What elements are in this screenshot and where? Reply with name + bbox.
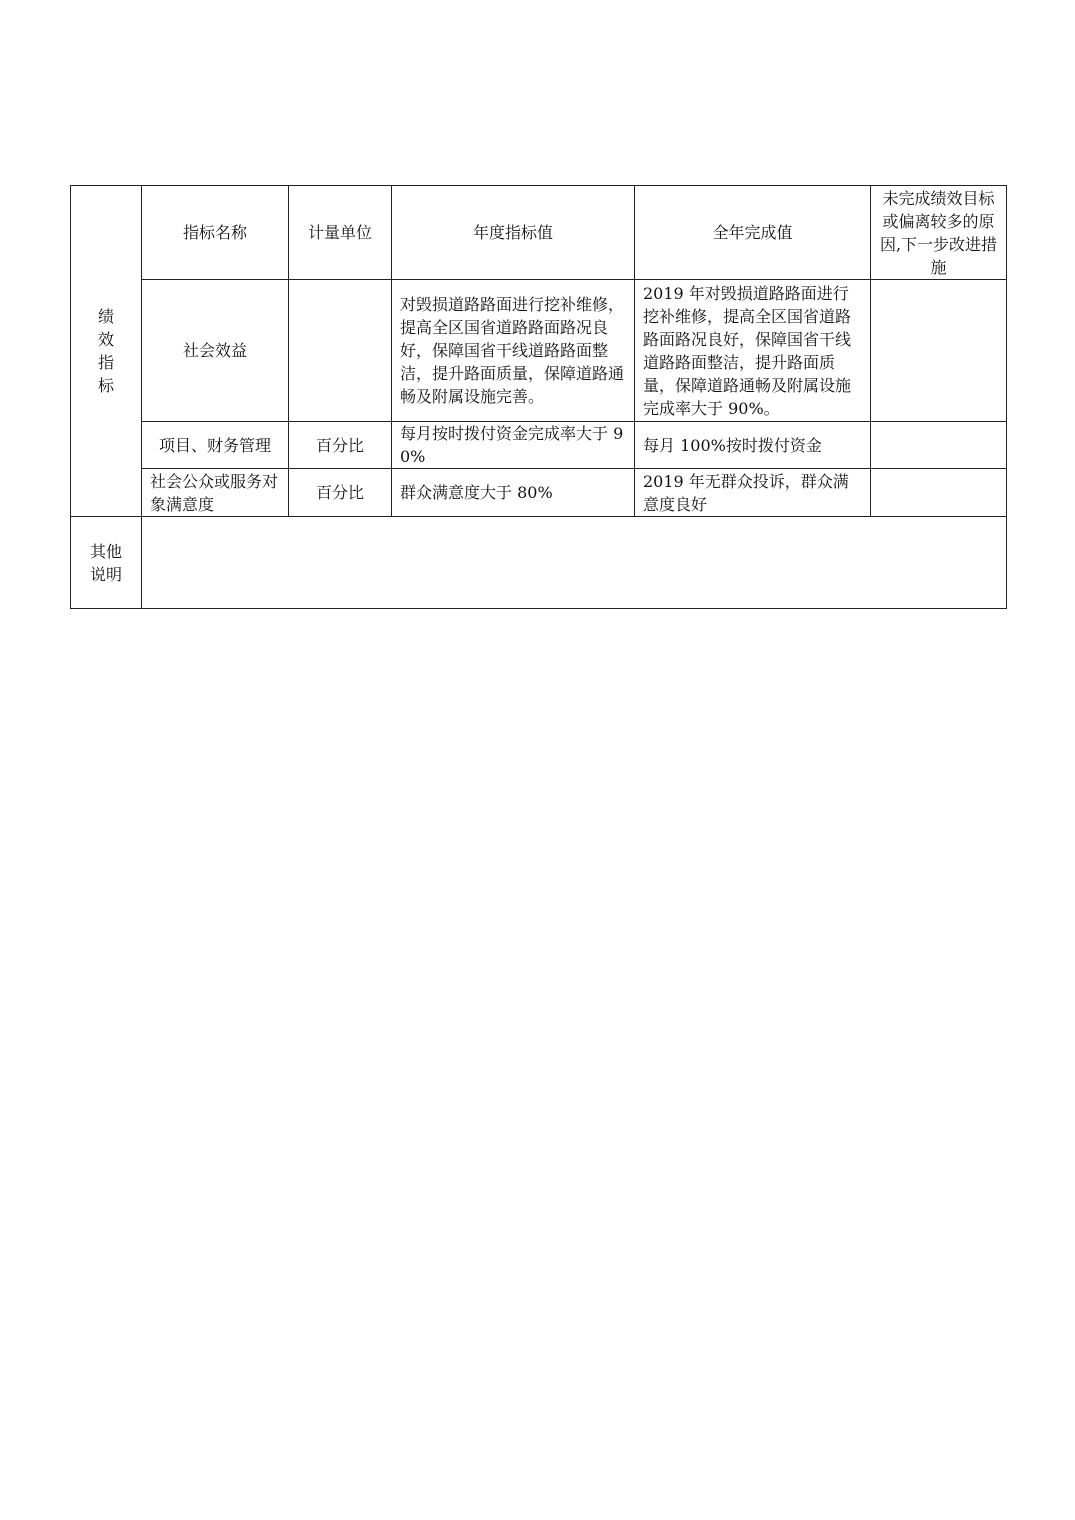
section-label-performance: 绩 效 指 标 [71, 186, 142, 517]
header-reason: 未完成绩效目标或偏离较多的原因,下一步改进措施 [871, 186, 1007, 280]
row-name: 项目、财务管理 [142, 422, 289, 469]
row-reason [871, 422, 1007, 469]
row-target: 每月按时拨付资金完成率大于 90% [392, 422, 635, 469]
section-label-other: 其他 说明 [71, 517, 142, 609]
row-unit: 百分比 [289, 422, 392, 469]
row-reason [871, 280, 1007, 422]
performance-table [70, 185, 1007, 609]
table-row [71, 469, 1007, 517]
row-unit: 百分比 [289, 469, 392, 517]
header-unit: 计量单位 [289, 186, 392, 280]
row-name: 社会效益 [142, 280, 289, 422]
header-annual-actual: 全年完成值 [635, 186, 871, 280]
row-reason [871, 469, 1007, 517]
header-indicator-name: 指标名称 [142, 186, 289, 280]
row-unit [289, 280, 392, 422]
other-notes-content [142, 517, 1007, 609]
row-actual: 每月 100%按时拨付资金 [635, 422, 871, 469]
table-row [71, 280, 1007, 422]
row-actual: 2019 年无群众投诉，群众满意度良好 [635, 469, 871, 517]
row-target: 对毁损道路路面进行挖补维修，提高全区国省道路路面路况良好，保障国省干线道路路面整洁，提升路面质量，保障道路通畅及附属设施完善。 [392, 280, 635, 422]
table-row [71, 422, 1007, 469]
row-name: 社会公众或服务对象满意度 [142, 469, 289, 517]
header-annual-target: 年度指标值 [392, 186, 635, 280]
header-row [71, 186, 1007, 280]
other-notes-row [71, 517, 1007, 609]
row-target: 群众满意度大于 80% [392, 469, 635, 517]
row-actual: 2019 年对毁损道路路面进行挖补维修，提高全区国省道路路面路况良好，保障国省干线道路路面整洁，提升路面质量，保障道路通畅及附属设施完成率大于 90%。 [635, 280, 871, 422]
